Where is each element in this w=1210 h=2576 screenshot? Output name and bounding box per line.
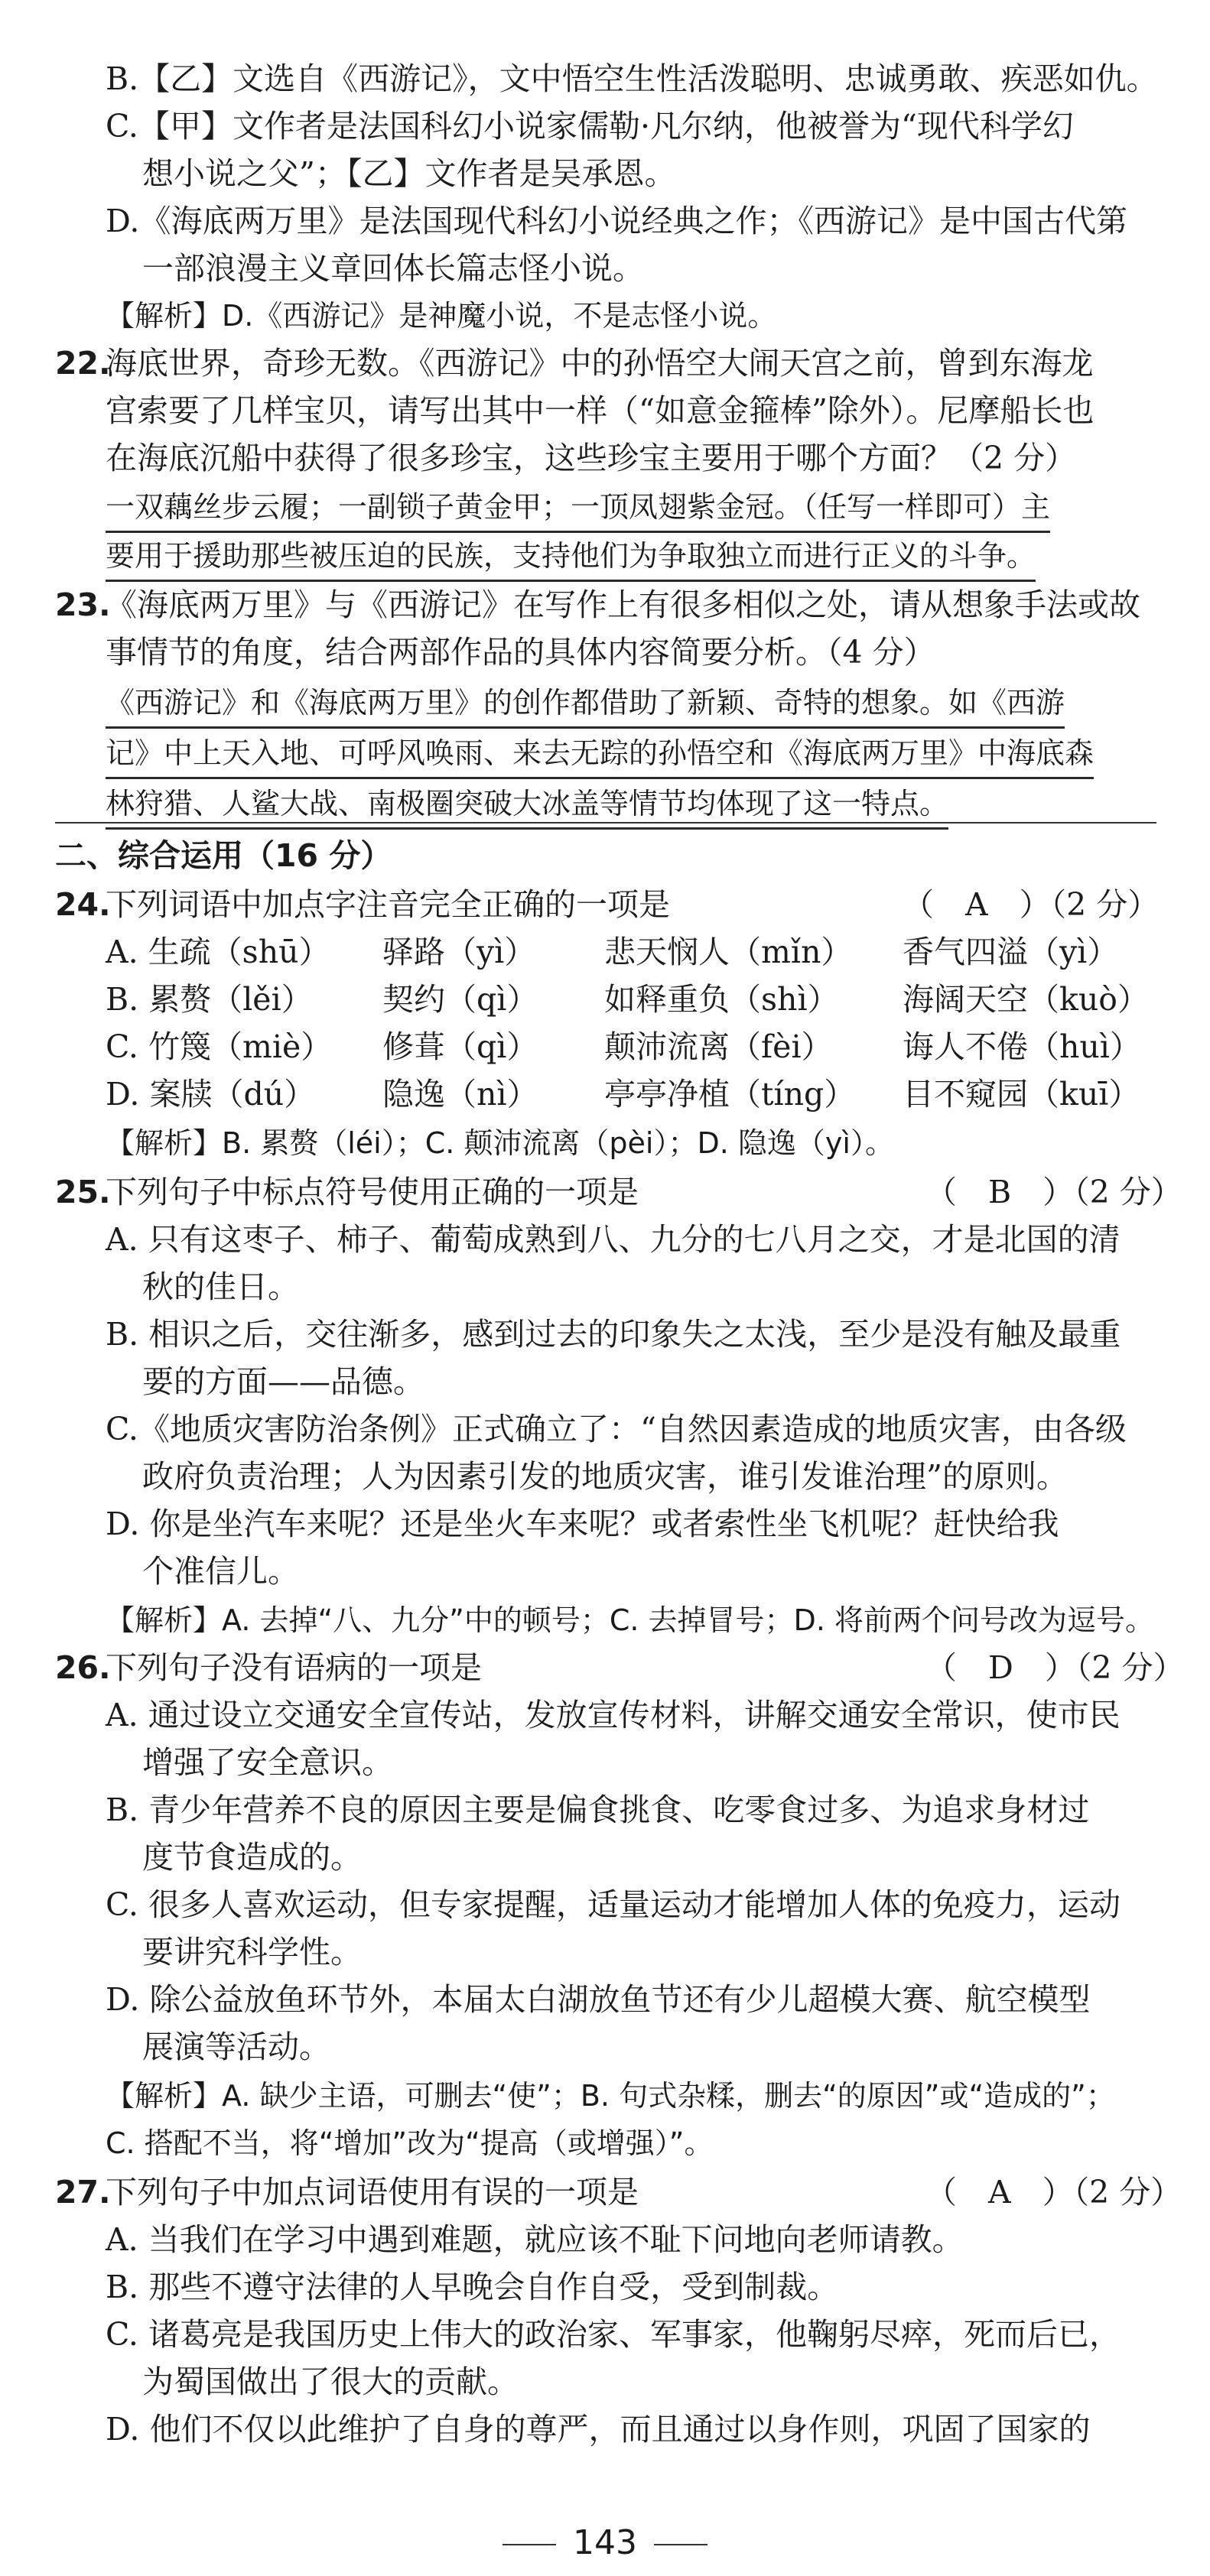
answer-bracket: （ B ）（2 分） [925,1174,1182,1210]
option-text: A. 只有这枣子、柿子、葡萄成熟到八、九分的七八月之交，才是北国的清 [106,1221,1121,1258]
answer-bracket: （ A ）（2 分） [925,2174,1182,2211]
q22-answer-line2 [0,532,1210,580]
option-text: D. 他们不仅以此维护了自身的尊严，而且通过以身作则，巩固了国家的 [106,2411,1091,2448]
option-text: D.《海底两万里》是法国现代科幻小说经典之作；《西游记》是中国古代第 [106,203,1127,239]
q26-a1 [0,1691,1210,1739]
option-text: 政府负责治理；人为因素引发的地质灾害，谁引发谁治理”的原则。 [142,1458,1068,1495]
q23-line1 [0,581,1210,629]
question-number: 22. [55,345,111,382]
q25-a2 [0,1263,1210,1311]
q27-d1 [0,2405,1210,2453]
q24-row-c [0,1023,1210,1070]
option-c-line2 [0,150,1210,197]
q23-line2 [0,629,1210,676]
q23-answer-line3 [0,780,1210,827]
option-text: 度节食造成的。 [142,1839,362,1876]
q25-d1 [0,1500,1210,1548]
q26-analysis1 [0,2072,1210,2120]
q22-answer-line1 [0,483,1210,531]
option-text: 增强了安全意识。 [142,1744,393,1781]
q27-stem [0,2168,1210,2216]
q27-c2 [0,2358,1210,2405]
option-b-line [0,55,1210,102]
option-text: B. 青少年营养不良的原因主要是偏食挑食、吃零食过多、为追求身材过 [106,1792,1090,1828]
page-number-dash-left [503,2544,556,2545]
question-number: 25. [55,1174,111,1210]
option-text: 要的方面——品德。 [142,1363,424,1400]
choice-cell: 亭亭净植（tíng） [604,1076,856,1113]
option-text: A. 当我们在学习中遇到难题，就应该不耻下问地向老师请教。 [106,2221,964,2258]
choice-cell: 隐逸（nì） [382,1076,538,1113]
q22-line2 [0,387,1210,434]
q24-row-d [0,1070,1210,1118]
option-text: D. 除公益放鱼环节外，本届太白湖放鱼节还有少儿超模大赛、航空模型 [106,1981,1091,2018]
analysis-text: 【解析】B. 累赘（léi）；C. 颠沛流离（pèi）；D. 隐逸（yì）。 [106,1126,894,1160]
q22-line3 [0,434,1210,482]
q24-row-a [0,928,1210,976]
q24-row-b [0,976,1210,1023]
q25-analysis [0,1597,1210,1644]
question-text: 在海底沉船中获得了很多珍宝，这些珍宝主要用于哪个方面？（2 分） [106,440,1077,476]
choice-cell: C. 竹篾（miè） [106,1028,333,1065]
option-text: C.【甲】文作者是法国科幻小说家儒勒·凡尔纳，他被誉为“现代科学幻 [106,108,1074,145]
question-text: 海底世界，奇珍无数。《西游记》中的孙悟空大闹天宫之前，曾到东海龙 [106,345,1094,382]
choice-cell: 诲人不倦（huì） [903,1028,1141,1065]
choice-cell: B. 累赘（lěi） [106,981,313,1018]
q26-stem [0,1644,1210,1691]
option-text: 个准信儿。 [142,1553,299,1590]
option-text: B. 相识之后，交往渐多，感到过去的印象失之太浅，至少是没有触及最重 [106,1316,1121,1353]
q25-stem [0,1168,1210,1216]
q26-a2 [0,1739,1210,1786]
option-text: C.《地质灾害防治条例》正式确立了：“自然因素造成的地质灾害，由各级 [106,1411,1127,1447]
q26-c2 [0,1928,1210,1976]
q23-answer-line1 [0,679,1210,726]
section-title: 二、综合运用（16 分） [55,837,392,874]
question-text: 《海底两万里》与《西游记》在写作上有很多相似之处，请从想象手法或故 [106,586,1140,623]
page-number [0,2523,1210,2562]
q27-b [0,2263,1210,2311]
q25-d2 [0,1548,1210,1595]
q25-b2 [0,1358,1210,1405]
analysis-line [0,292,1210,339]
choice-cell: 目不窥园（kuī） [903,1076,1140,1113]
option-text: B. 那些不遵守法律的人早晚会自作自受，受到制裁。 [106,2269,839,2305]
q25-b1 [0,1311,1210,1358]
q26-c1 [0,1881,1210,1928]
choice-cell: 如释重负（shì） [604,981,839,1018]
option-d-line2 [0,245,1210,292]
q25-c2 [0,1453,1210,1500]
choice-cell: D. 案牍（dú） [106,1076,316,1113]
option-text: 展演等活动。 [142,2029,330,2065]
choice-cell: 悲天悯人（mǐn） [604,934,853,970]
option-text: 要讲究科学性。 [142,1934,362,1970]
analysis-text: 【解析】A. 去掉“八、九分”中的顿号；C. 去掉冒号；D. 将前两个问号改为逗号。 [106,1603,1154,1637]
option-text: 一部浪漫主义章回体长篇志怪小说。 [142,250,644,287]
q26-b2 [0,1834,1210,1881]
analysis-text: C. 搭配不当，将“增加”改为“提高（或增强）”。 [106,2126,714,2160]
question-text: 宫索要了几样宝贝，请写出其中一样（“如意金箍棒”除外）。尼摩船长也 [106,392,1095,429]
question-number: 24. [55,886,111,923]
q24-analysis [0,1119,1210,1167]
option-text: C. 很多人喜欢运动，但专家提醒，适量运动才能增加人体的免疫力，运动 [106,1886,1121,1923]
question-text: 下列句子中加点词语使用有误的一项是 [106,2174,639,2211]
question-text: 事情节的角度，结合两部作品的具体内容简要分析。（4 分） [106,634,935,671]
section-divider [55,822,1156,823]
analysis-text: 【解析】D.《西游记》是神魔小说，不是志怪小说。 [106,299,777,333]
choice-cell: 驿路（yì） [382,934,536,970]
answer-text: 记》中上天入地、可呼风唤雨、来去无踪的孙悟空和《海底两万里》中海底森 [106,729,1094,779]
analysis-text: 【解析】A. 缺少主语，可删去“使”；B. 句式杂糅，删去“的原因”或“造成的”； [106,2079,1115,2113]
option-text: C. 诸葛亮是我国历史上伟大的政治家、军事家，他鞠躬尽瘁，死而后已， [106,2316,1121,2353]
option-text: 为蜀国做出了很大的贡献。 [142,2363,519,2400]
choice-cell: 修葺（qì） [382,1028,538,1065]
choice-cell: 海阔天空（kuò） [903,981,1149,1018]
choice-cell: 契约（qì） [382,981,538,1018]
q22-line1 [0,339,1210,387]
choice-cell: 颠沛流离（fèi） [604,1028,833,1065]
option-text: A. 通过设立交通安全宣传站，发放宣传材料，讲解交通安全常识，使市民 [106,1697,1121,1733]
q25-c1 [0,1405,1210,1453]
option-text: 想小说之父”；【乙】文作者是吴承恩。 [142,155,676,192]
answer-text: 《西游记》和《海底两万里》的创作都借助了新颖、奇特的想象。如《西游 [106,679,1065,729]
q25-a1 [0,1216,1210,1263]
q27-c1 [0,2311,1210,2358]
option-text: 秋的佳日。 [142,1269,299,1305]
question-text: 下列句子中标点符号使用正确的一项是 [106,1174,639,1210]
option-text: D. 你是坐汽车来呢？还是坐火车来呢？或者索性坐飞机呢？赶快给我 [106,1506,1059,1542]
option-d-line1 [0,197,1210,245]
q26-d1 [0,1976,1210,2023]
question-text: 下列词语中加点字注音完全正确的一项是 [106,886,670,923]
page-number-dash-right [654,2544,707,2545]
page-number-text: 143 [573,2523,637,2562]
option-c-line1 [0,102,1210,150]
q26-b1 [0,1786,1210,1834]
answer-text: 林狩猎、人鲨大战、南极圈突破大冰盖等情节均体现了这一特点。 [106,780,948,830]
q23-answer-line2 [0,729,1210,777]
section-heading [0,832,1210,879]
q27-a [0,2216,1210,2263]
answer-bracket: （ A ）（2 分） [903,886,1160,923]
question-number: 26. [55,1649,111,1686]
answer-bracket: （ D ）（2 分） [925,1649,1185,1686]
q26-analysis2 [0,2120,1210,2167]
answer-text: 一双藕丝步云履；一副锁子黄金甲；一顶凤翅紫金冠。（任写一样即可）主 [106,483,1050,533]
question-number: 23. [55,586,111,623]
q26-d2 [0,2023,1210,2071]
option-text: B.【乙】文选自《西游记》，文中悟空生性活泼聪明、忠诚勇敢、疾恶如仇。 [106,60,1158,97]
answer-text: 要用于援助那些被压迫的民族，支持他们为争取独立而进行正义的斗争。 [106,532,1036,582]
question-text: 下列句子没有语病的一项是 [106,1649,482,1686]
choice-cell: A. 生疏（shū） [106,934,330,970]
choice-cell: 香气四溢（yì） [903,934,1119,970]
question-number: 27. [55,2174,111,2211]
q24-stem [0,881,1210,928]
